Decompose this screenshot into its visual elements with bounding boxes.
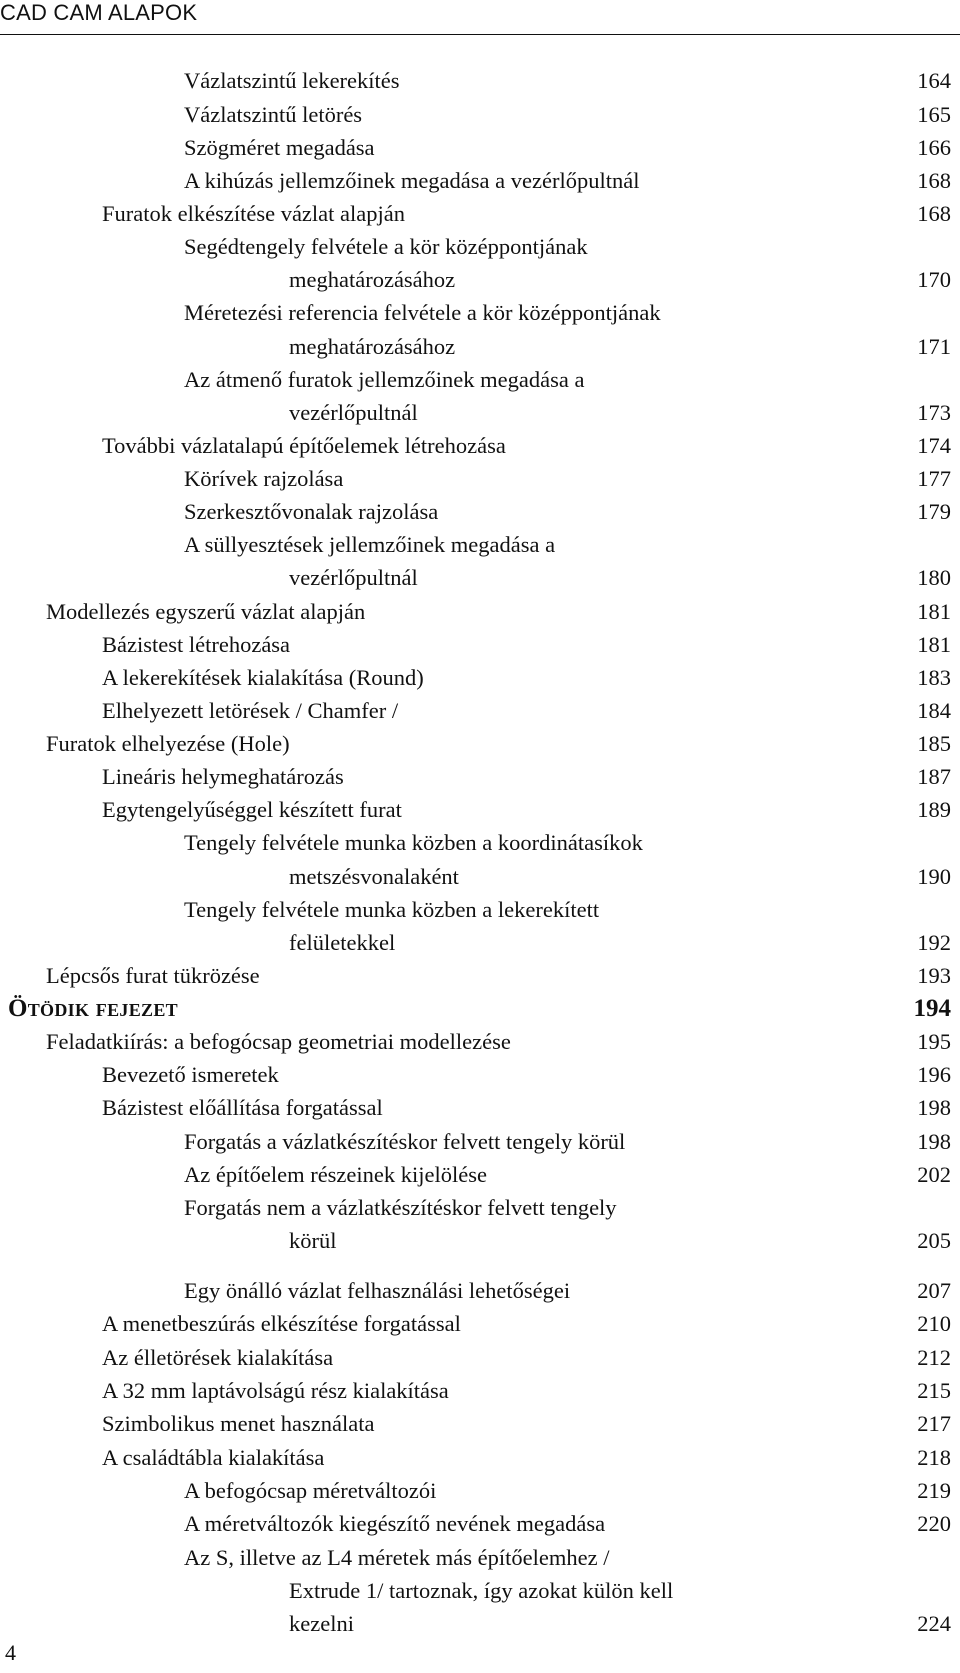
toc-entry-title: Szimbolikus menet használata (102, 1411, 375, 1436)
toc-entry (0, 1158, 960, 1192)
toc-entry-title: A kihúzás jellemzőinek megadása a vezérlőpultnál (184, 168, 640, 193)
toc-entry-page: 219 (917, 1478, 951, 1503)
toc-entry-title: A lekerekítések kialakítása (Round) (102, 665, 424, 690)
toc-entry-title: Forgatás nem a vázlatkészítéskor felvett tengely (184, 1195, 617, 1220)
toc-entry-page: 215 (917, 1378, 951, 1403)
toc-entry-title: Egytengelyűséggel készített furat (102, 797, 402, 822)
toc-entry-page: 168 (917, 168, 951, 193)
toc-entry-title: Tengely felvétele munka közben a koordinátasíkok (184, 830, 643, 855)
toc-entry-page: 192 (917, 930, 951, 955)
toc-entry-title: Lineáris helymeghatározás (102, 764, 344, 789)
toc-entry-page: 224 (917, 1611, 951, 1636)
toc-entry-title: Egy önálló vázlat felhasználási lehetőségei (184, 1278, 571, 1303)
toc-entry (0, 1574, 960, 1608)
toc-entry (0, 1125, 960, 1159)
toc-entry-title: A családtábla kialakítása (102, 1445, 325, 1470)
toc-entry (0, 1474, 960, 1508)
toc-entry (0, 1025, 960, 1059)
toc-entry-page: 181 (917, 632, 951, 657)
toc-entry-page: 189 (917, 797, 951, 822)
toc-entry (0, 561, 960, 595)
toc-entry-title: Az építőelem részeinek kijelölése (184, 1162, 487, 1187)
toc-entry (0, 263, 960, 297)
toc-entry (0, 760, 960, 794)
toc-entry (0, 727, 960, 761)
toc-entry (0, 1341, 960, 1375)
toc-entry (0, 926, 960, 960)
toc-entry-page: 196 (917, 1062, 951, 1087)
toc-entry-title: vezérlőpultnál (289, 400, 418, 425)
toc-entry (0, 1407, 960, 1441)
toc-entry-page: 198 (917, 1129, 951, 1154)
toc-entry-title: Bázistest létrehozása (102, 632, 291, 657)
toc-entry-title: Elhelyezett letörések / Chamfer / (102, 698, 399, 723)
toc-entry-title: meghatározásához (289, 334, 456, 359)
page-number: 4 (5, 1640, 16, 1665)
toc-entry (0, 495, 960, 529)
toc-entry (0, 628, 960, 662)
toc-entry-title: Szerkesztővonalak rajzolása (184, 499, 439, 524)
toc-entry-title: metszésvonalaként (289, 864, 459, 889)
toc-entry (0, 98, 960, 132)
toc-entry (0, 1541, 960, 1575)
toc-entry-title: A 32 mm laptávolságú rész kialakítása (102, 1378, 449, 1403)
toc-entry-title: vezérlőpultnál (289, 565, 418, 590)
toc-entry (0, 793, 960, 827)
toc-entry-title: A méretváltozók kiegészítő nevének megadása (184, 1511, 606, 1536)
toc-entry (0, 330, 960, 364)
toc-entry (0, 1607, 960, 1641)
toc-entry (0, 164, 960, 198)
chapter-title: Ötödik fejezet (8, 995, 178, 1022)
toc-entry-title: Szögméret megadása (184, 135, 375, 160)
toc-entry-page: 166 (917, 135, 951, 160)
toc-entry-title: Vázlatszintű letörés (184, 102, 363, 127)
toc-entry-page: 174 (917, 433, 951, 458)
toc-entry (0, 1507, 960, 1541)
toc-entry-page: 177 (917, 466, 951, 491)
toc-entry-title: meghatározásához (289, 267, 456, 292)
toc-entry-title: A süllyesztések jellemzőinek megadása a (184, 532, 556, 557)
toc-entry-page: 184 (917, 698, 951, 723)
toc-entry (0, 429, 960, 463)
toc-entry-title: Modellezés egyszerű vázlat alapján (46, 599, 366, 624)
toc-entry (0, 893, 960, 927)
toc-entry-page: 210 (917, 1311, 951, 1336)
toc-entry-page: 185 (917, 731, 951, 756)
toc-entry-page: 212 (917, 1345, 951, 1370)
toc-entry (0, 1091, 960, 1125)
toc-entry-title: Feladatkiírás: a befogócsap geometriai modellezése (46, 1029, 511, 1054)
toc-entry (0, 230, 960, 264)
toc-entry-page: 187 (917, 764, 951, 789)
toc-entry-title: Lépcsős furat tükrözése (46, 963, 260, 988)
toc-entry-page: 171 (917, 334, 951, 359)
toc-entry-page: 170 (917, 267, 951, 292)
toc-entry-title: Furatok elhelyezése (Hole) (46, 731, 290, 756)
toc-entry-page: 218 (917, 1445, 951, 1470)
toc-entry-title: Vázlatszintű lekerekítés (184, 68, 400, 93)
toc-entry (0, 197, 960, 231)
toc-entry-page: 207 (917, 1278, 951, 1303)
toc-entry-page: 168 (917, 201, 951, 226)
toc-entry-page: 164 (917, 68, 951, 93)
toc-entry (0, 1191, 960, 1225)
toc-entry (0, 661, 960, 695)
toc-entry (0, 396, 960, 430)
toc-entry-title: Méretezési referencia felvétele a kör középpontjának (184, 300, 661, 325)
toc-chapter-heading (0, 992, 960, 1026)
toc-entry-page: 180 (917, 565, 951, 590)
toc-entry-title: Körívek rajzolása (184, 466, 344, 491)
toc-entry-page: 165 (917, 102, 951, 127)
toc-entry-page: 202 (917, 1162, 951, 1187)
toc-entry (0, 1274, 960, 1308)
toc-entry (0, 1224, 960, 1258)
toc-entry-page: 195 (917, 1029, 951, 1054)
toc-entry-page: 217 (917, 1411, 951, 1436)
toc-entry-title: Az élletörések kialakítása (102, 1345, 334, 1370)
toc-entry (0, 860, 960, 894)
toc-entry (0, 1058, 960, 1092)
toc-entry (0, 1441, 960, 1475)
toc-entry-title: Extrude 1/ tartoznak, így azokat külön kell (289, 1578, 674, 1603)
toc-entry-page: 181 (917, 599, 951, 624)
toc-entry (0, 64, 960, 98)
toc-entry-title: Az S, illetve az L4 méretek más építőelemhez / (184, 1545, 610, 1570)
toc-entry-title: körül (289, 1228, 337, 1253)
toc-entry (0, 462, 960, 496)
toc-entry-page: 205 (917, 1228, 951, 1253)
toc-entry-page: 190 (917, 864, 951, 889)
toc-entry-title: Furatok elkészítése vázlat alapján (102, 201, 405, 226)
toc-entry (0, 131, 960, 165)
toc-entry (0, 694, 960, 728)
toc-entry-title: Segédtengely felvétele a kör középpontjának (184, 234, 588, 259)
toc-entry (0, 959, 960, 993)
toc-entry-page: 198 (917, 1095, 951, 1120)
toc-entry (0, 826, 960, 860)
toc-entry (0, 528, 960, 562)
toc-entry (0, 1374, 960, 1408)
toc-entry-page: 179 (917, 499, 951, 524)
toc-entry-title: Bevezető ismeretek (102, 1062, 279, 1087)
toc-entry-title: További vázlatalapú építőelemek létrehozása (102, 433, 506, 458)
toc-entry-title: Bázistest előállítása forgatással (102, 1095, 383, 1120)
running-head-title: CAD CAM ALAPOK (0, 0, 198, 25)
toc-entry-page: 173 (917, 400, 951, 425)
toc-entry (0, 595, 960, 629)
toc-entry (0, 363, 960, 397)
toc-entry-title: felületekkel (289, 930, 396, 955)
toc-entry (0, 296, 960, 330)
chapter-page: 194 (913, 995, 951, 1022)
toc-entry-page: 183 (917, 665, 951, 690)
toc-entry-page: 193 (917, 963, 951, 988)
toc-entry-title: A menetbeszúrás elkészítése forgatással (102, 1311, 461, 1336)
toc-entry-title: kezelni (289, 1611, 354, 1636)
toc-entry-title: Az átmenő furatok jellemzőinek megadása a (184, 367, 585, 392)
toc-entry-page: 220 (917, 1511, 951, 1536)
toc-entry (0, 1307, 960, 1341)
toc-entry-title: A befogócsap méretváltozói (184, 1478, 437, 1503)
toc-entry-title: Forgatás a vázlatkészítéskor felvett tengely körül (184, 1129, 626, 1154)
toc-entry-title: Tengely felvétele munka közben a lekerekített (184, 897, 600, 922)
